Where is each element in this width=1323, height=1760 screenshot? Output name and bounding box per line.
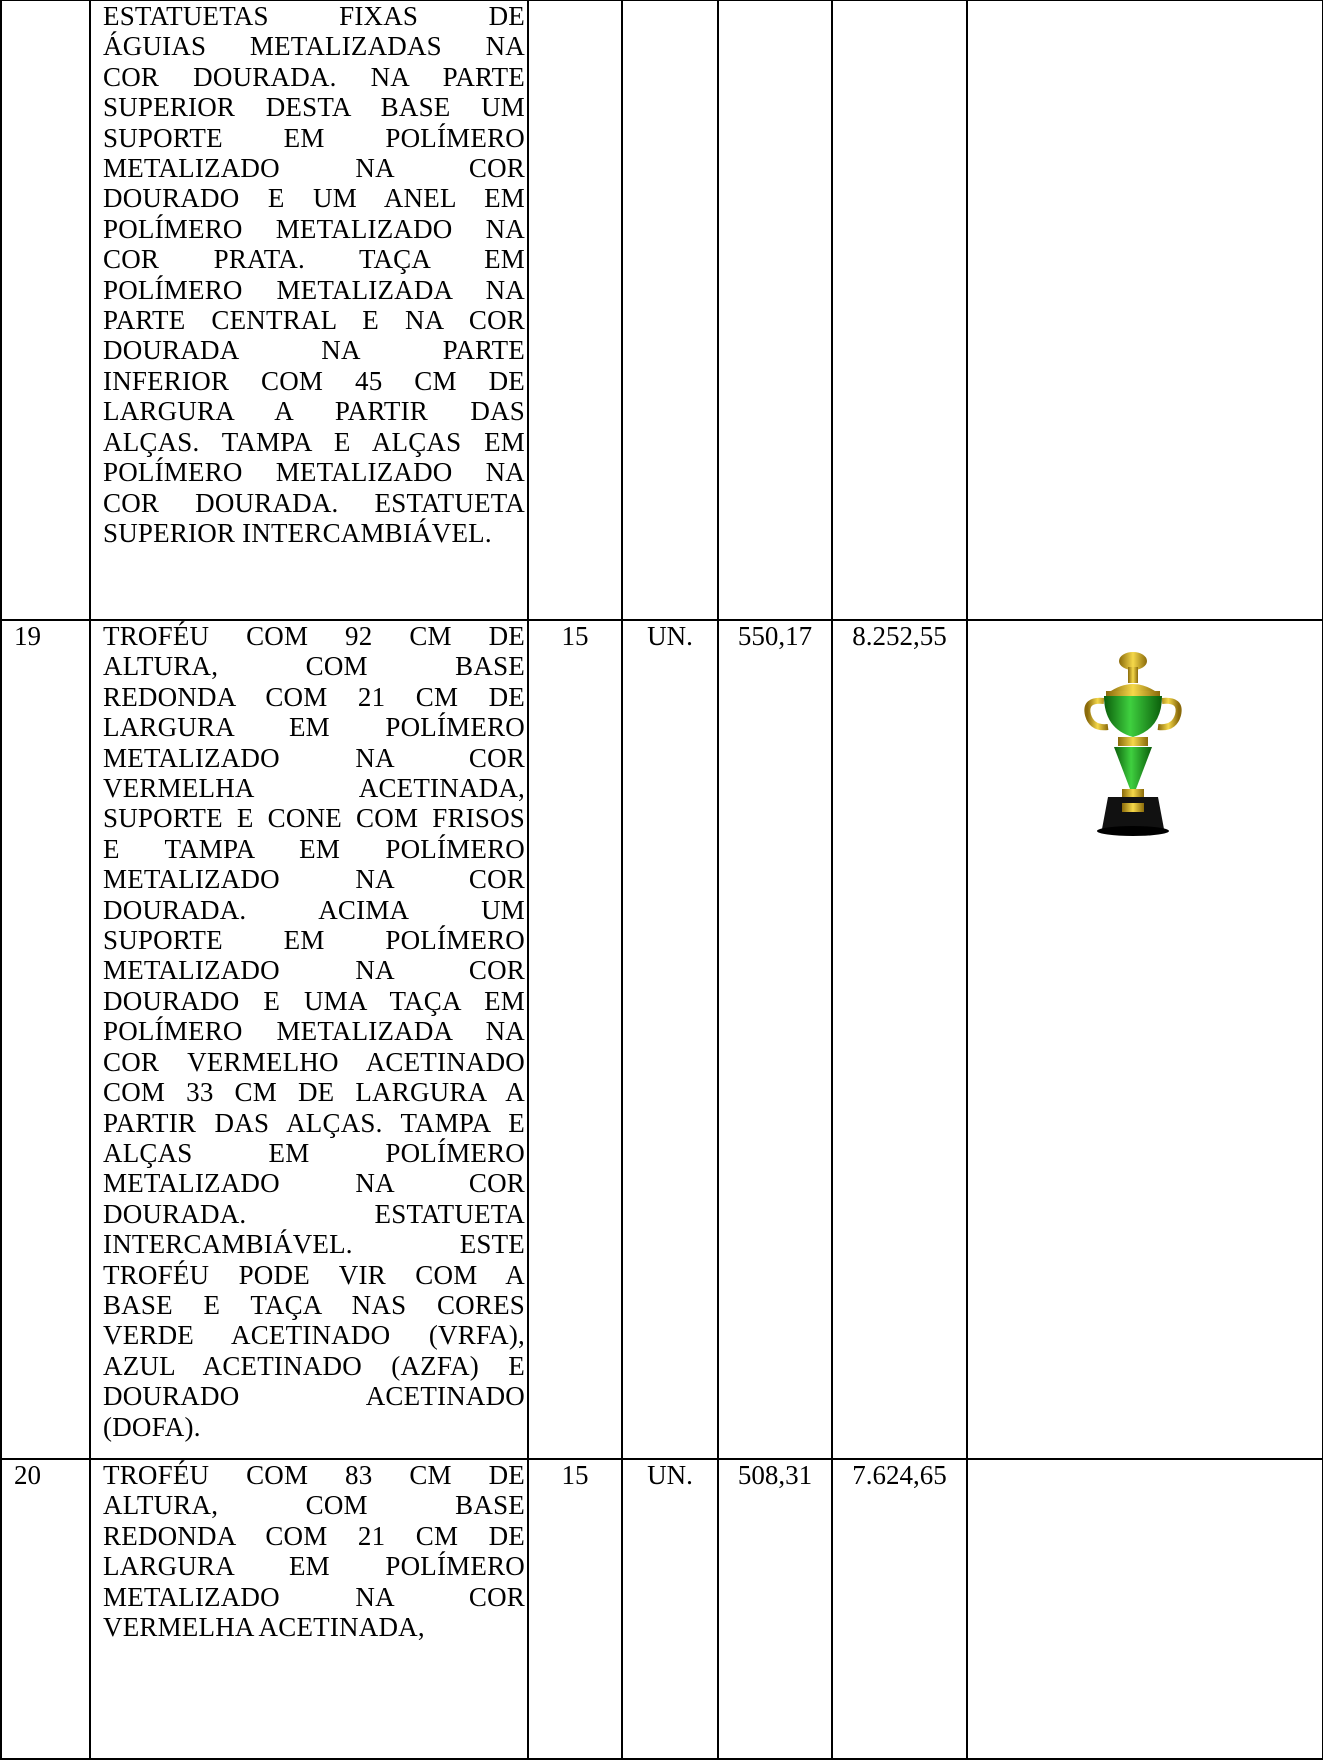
unit-cell bbox=[622, 620, 718, 1459]
green-trophy-icon bbox=[1078, 649, 1188, 849]
description-line: LARGURA A PARTIR DAS bbox=[103, 396, 525, 427]
total-price: 8.252,55 bbox=[852, 621, 947, 651]
description-line: DOURADO E UM ANEL EM bbox=[103, 183, 525, 214]
total-price: 7.624,65 bbox=[852, 1460, 947, 1490]
description-line: INTERCAMBIÁVEL. ESTE bbox=[103, 1229, 525, 1260]
description-line: POLÍMERO METALIZADO NA bbox=[103, 213, 525, 244]
unit: UN. bbox=[647, 621, 693, 651]
description-line: COR DOURADA. ESTATUETA bbox=[103, 487, 525, 518]
description-line: REDONDA COM 21 CM DE bbox=[103, 1520, 525, 1551]
description-line: METALIZADO NA COR bbox=[103, 153, 525, 184]
item-number: 19 bbox=[14, 621, 41, 651]
image-cell bbox=[967, 0, 1323, 620]
item-description bbox=[91, 621, 527, 1442]
unit-price-cell bbox=[718, 0, 832, 620]
total-price-cell bbox=[832, 620, 967, 1459]
quantity-cell bbox=[528, 0, 622, 620]
description-line: TROFÉU COM 83 CM DE bbox=[103, 1460, 525, 1490]
quantity: 15 bbox=[561, 621, 589, 651]
description-line: VERMELHA ACETINADA, bbox=[103, 1612, 425, 1643]
description-line: LARGURA EM POLÍMERO bbox=[103, 1551, 525, 1582]
unit-price-cell bbox=[718, 620, 832, 1459]
item-description-cell bbox=[90, 1459, 528, 1759]
image-cell bbox=[967, 620, 1323, 1459]
item-description bbox=[91, 1460, 527, 1642]
description-line: ALTURA, COM BASE bbox=[103, 651, 525, 682]
description-line: METALIZADO NA COR bbox=[103, 864, 525, 895]
description-line: E TAMPA EM POLÍMERO bbox=[103, 833, 525, 864]
description-line: ÁGUIAS METALIZADAS NA bbox=[103, 31, 525, 62]
description-line: VERMELHA ACETINADA, bbox=[103, 773, 525, 804]
description-line: BASE E TAÇA NAS CORES bbox=[103, 1289, 525, 1320]
unit-cell bbox=[622, 1459, 718, 1759]
description-line: COR DOURADA. NA PARTE bbox=[103, 61, 525, 92]
description-line: PARTE CENTRAL E NA COR bbox=[103, 305, 525, 336]
description-line: METALIZADO NA COR bbox=[103, 742, 525, 773]
item-description-cell bbox=[90, 620, 528, 1459]
description-line: VERDE ACETINADO (VRFA), bbox=[103, 1320, 525, 1351]
table-row bbox=[1, 1459, 1323, 1759]
description-line: DOURADA. ACIMA UM bbox=[103, 894, 525, 925]
quantity: 15 bbox=[561, 1460, 589, 1490]
description-line: INFERIOR COM 45 CM DE bbox=[103, 365, 525, 396]
description-line: DOURADO ACETINADO bbox=[103, 1381, 525, 1412]
description-line: LARGURA EM POLÍMERO bbox=[103, 712, 525, 743]
image-cell bbox=[967, 1459, 1323, 1759]
description-line: PARTIR DAS ALÇAS. TAMPA E bbox=[103, 1107, 525, 1138]
table-row bbox=[1, 620, 1323, 1459]
description-line: (DOFA). bbox=[103, 1411, 201, 1442]
description-line: SUPORTE EM POLÍMERO bbox=[103, 122, 525, 153]
total-price-cell bbox=[832, 0, 967, 620]
unit-price-cell bbox=[718, 1459, 832, 1759]
description-line: COM 33 CM DE LARGURA A bbox=[103, 1077, 525, 1108]
item-description bbox=[91, 1, 527, 548]
unit-price: 550,17 bbox=[737, 621, 813, 651]
description-line: COR VERMELHO ACETINADO bbox=[103, 1046, 525, 1077]
description-line: DOURADA NA PARTE bbox=[103, 335, 525, 366]
unit-price: 508,31 bbox=[737, 1460, 813, 1490]
description-line: POLÍMERO METALIZADO NA bbox=[103, 457, 525, 488]
description-line: TROFÉU PODE VIR COM A bbox=[103, 1259, 525, 1290]
item-number: 20 bbox=[14, 1460, 41, 1490]
description-line: SUPORTE E CONE COM FRISOS bbox=[103, 803, 525, 834]
description-line: SUPERIOR INTERCAMBIÁVEL. bbox=[103, 517, 492, 548]
table-row bbox=[1, 0, 1323, 620]
unit-cell bbox=[622, 0, 718, 620]
description-line: METALIZADO NA COR bbox=[103, 955, 525, 986]
quantity-cell bbox=[528, 1459, 622, 1759]
description-line: TROFÉU COM 92 CM DE bbox=[103, 621, 525, 651]
total-price-cell bbox=[832, 1459, 967, 1759]
description-line: DOURADO E UMA TAÇA EM bbox=[103, 985, 525, 1016]
item-number-cell bbox=[1, 1459, 90, 1759]
description-line: ALÇAS. TAMPA E ALÇAS EM bbox=[103, 426, 525, 457]
description-line: POLÍMERO METALIZADA NA bbox=[103, 1016, 525, 1047]
item-number-cell bbox=[1, 620, 90, 1459]
description-line: METALIZADO NA COR bbox=[103, 1168, 525, 1199]
quantity-cell bbox=[528, 620, 622, 1459]
description-line: DOURADA. ESTATUETA bbox=[103, 1198, 525, 1229]
description-line: SUPERIOR DESTA BASE UM bbox=[103, 92, 525, 123]
description-line: AZUL ACETINADO (AZFA) E bbox=[103, 1350, 525, 1381]
item-description-cell bbox=[90, 0, 528, 620]
description-line: SUPORTE EM POLÍMERO bbox=[103, 925, 525, 956]
description-line: ALÇAS EM POLÍMERO bbox=[103, 1137, 525, 1168]
item-number-cell bbox=[1, 0, 90, 620]
description-line: ALTURA, COM BASE bbox=[103, 1490, 525, 1521]
unit: UN. bbox=[647, 1460, 693, 1490]
description-line: REDONDA COM 21 CM DE bbox=[103, 681, 525, 712]
description-line: POLÍMERO METALIZADA NA bbox=[103, 274, 525, 305]
description-line: ESTATUETAS FIXAS DE bbox=[103, 1, 525, 31]
description-line: METALIZADO NA COR bbox=[103, 1581, 525, 1612]
description-line: COR PRATA. TAÇA EM bbox=[103, 244, 525, 275]
